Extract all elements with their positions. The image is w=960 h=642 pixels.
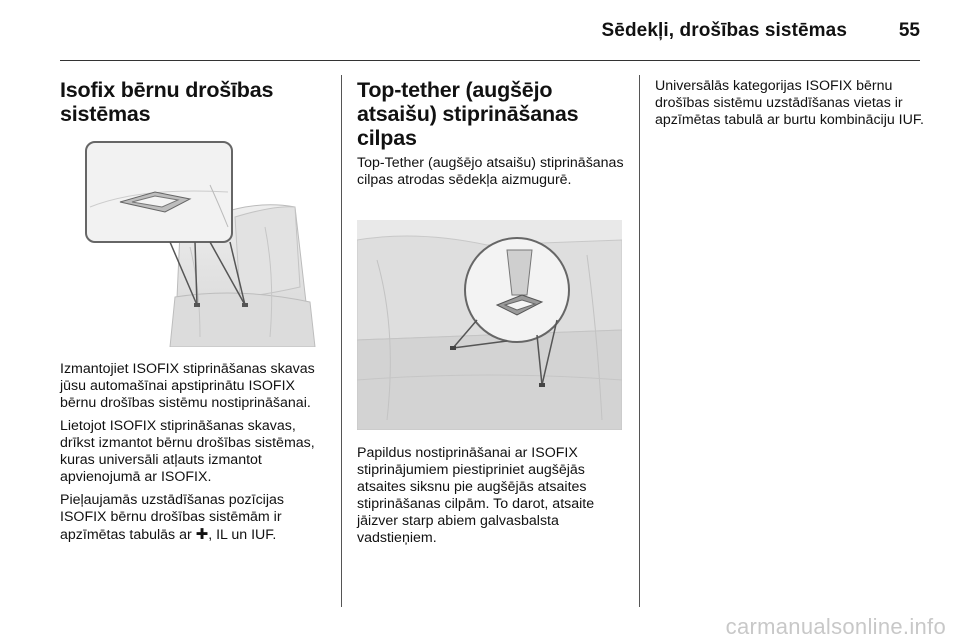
universal-paragraph: Universālās kategorijas ISOFIX bērnu drošības sistēmu uzstādīšanas vietas ir apzīmētas tabulā ar burtu kombināciju IUF. [655, 78, 924, 128]
top-tether-text [357, 445, 629, 553]
isofix-paragraph-3-start: Pieļaujamās uzstādīšanas pozīcijas ISOFIX bērnu drošības sistēmām ir apzīmētas tabulās ar [60, 492, 284, 543]
isofix-paragraph-3-end: , IL un IUF. [208, 527, 277, 543]
column-divider-2 [639, 75, 640, 607]
isofix-paragraph-3 [60, 492, 332, 544]
header-rule [60, 60, 920, 61]
top-tether-heading: Top-tether (augšējo atsaišu) stiprināšanas cilpas [357, 78, 579, 150]
column-divider-1 [341, 75, 342, 607]
page-number: 55 [898, 20, 920, 41]
top-tether-illustration [357, 220, 622, 430]
isofix-paragraph-2: Lietojot ISOFIX stiprināšanas skavas, drīkst izmantot bērnu drošības sistēmas, kuras universāli atļauts izmantot apvienojumā ar ISOFIX. [60, 418, 315, 485]
column-universal [655, 78, 925, 135]
isofix-text [60, 361, 332, 550]
isofix-paragraph-1: Izmantojiet ISOFIX stiprināšanas skavas jūsu automašīnai apstiprinātu ISOFIX bērnu drošības sistēmu nostiprināšanai. [60, 361, 315, 411]
footer-watermark: carmanualsonline.info [725, 614, 946, 639]
page-header-title: Sēdekļi, drošības sistēmas [601, 20, 847, 41]
plus-icon: ✚ [195, 526, 209, 543]
column-isofix [60, 78, 332, 126]
isofix-heading: Isofix bērnu drošības sistēmas [60, 78, 274, 126]
top-tether-paragraph: Papildus nostiprināšanai ar ISOFIX stiprinājumiem piestipriniet augšējās atsaites siksnu pie augšējās atsaites stiprināšanas cilpām. To darot, atsaite jāizver starp abiem galvasbalsta vadstieņiem. [357, 445, 595, 546]
isofix-seat-illustration [60, 137, 330, 347]
column-top-tether [357, 78, 629, 195]
top-tether-intro: Top-Tether (augšējo atsaišu) stiprināšanas cilpas atrodas sēdekļa aizmugurē. [357, 155, 624, 188]
